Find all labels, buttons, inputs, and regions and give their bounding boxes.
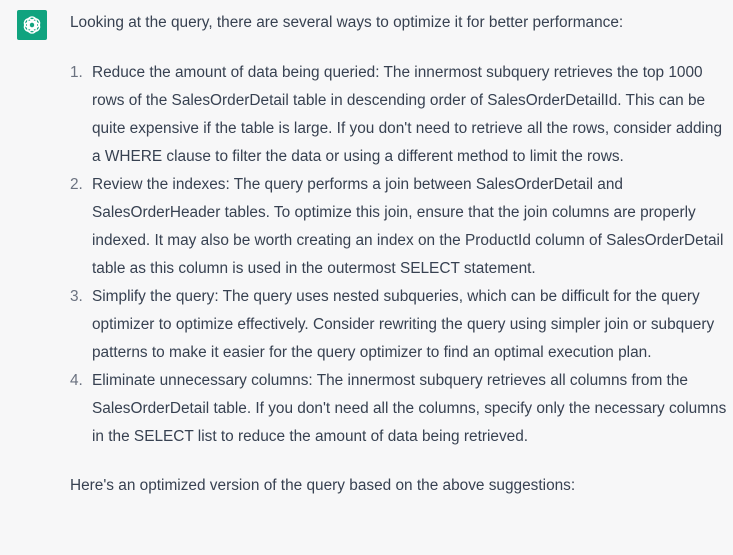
list-item-text: Simplify the query: The query uses nested subqueries, which can be difficult for the query optimizer to optimize effectively. Consider rewriting the query using simpler join or subquery patterns to make it easier for the query optimizer to find an optimal execution plan. (92, 288, 715, 361)
list-item-text: Eliminate unnecessary columns: The innermost subquery retrieves all columns from the SalesOrderDetail table. If you don't need all the columns, specify only the necessary columns in the SELECT list to reduce the amount of data being retrieved. (92, 372, 727, 445)
list-item-number: 2. (70, 176, 83, 193)
list-item-text: Review the indexes: The query performs a join between SalesOrderDetail and SalesOrderHeader tables. To optimize this join, ensure that the join columns are properly indexed. It may also be worth creating an index on the ProductId column of SalesOrderDetail table as this column is used in the outermost SELECT statement. (92, 176, 724, 277)
assistant-message (70, 9, 730, 500)
list-item (70, 171, 730, 283)
list-item-text: Reduce the amount of data being queried: The innermost subquery retrieves the top 1000 rows of the SalesOrderDetail table in descending order of SalesOrderDetailId. This can be quite expensive if the table is large. If you don't need to retrieve all the rows, consider adding a WHERE clause to filter the data or using a different method to limit the rows. (92, 64, 723, 165)
list-item (70, 367, 730, 451)
list-item-number: 1. (70, 64, 83, 81)
suggestion-list (70, 59, 730, 451)
openai-logo-icon (21, 14, 43, 36)
list-item (70, 59, 730, 171)
list-item-number: 4. (70, 372, 83, 389)
list-item-number: 3. (70, 288, 83, 305)
list-item (70, 283, 730, 367)
message-outro: Here's an optimized version of the query based on the above suggestions: (70, 477, 576, 494)
assistant-avatar (17, 10, 47, 40)
message-intro: Looking at the query, there are several ways to optimize it for better performance: (70, 14, 624, 31)
